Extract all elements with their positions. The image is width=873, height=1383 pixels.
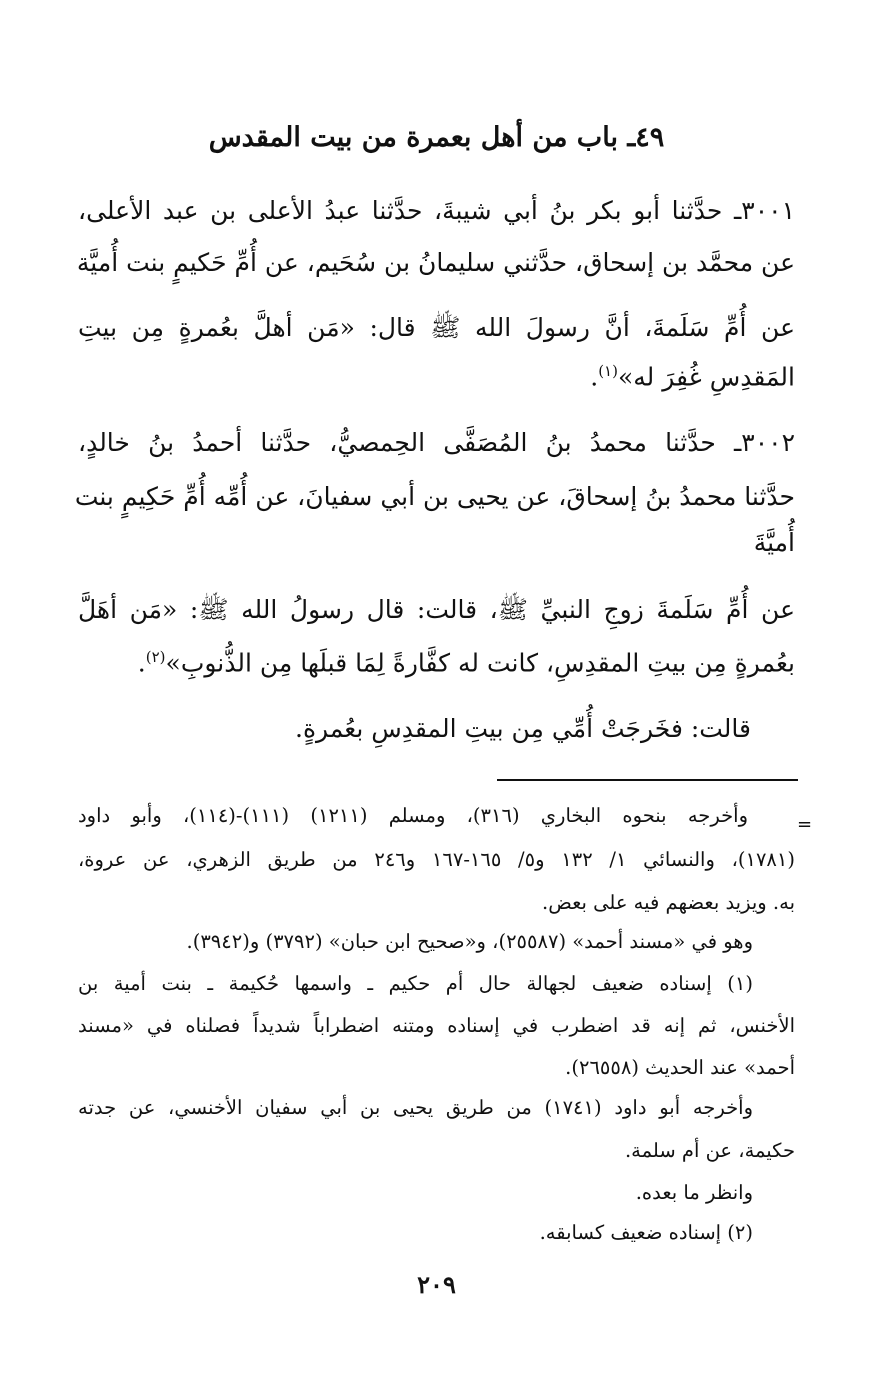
footnote-2-line-1: (٢) إسناده ضعيف كسابقه.: [539, 1221, 753, 1244]
footnote-1-line-3: أحمد» عند الحديث (٢٦٥٥٨).: [565, 1056, 795, 1079]
footnote-cont-line-1: وأخرجه بنحوه البخاري (٣١٦)، ومسلم (١٢١١) (١١١)-(١١٤)، وأبو داود: [78, 804, 748, 827]
matn-text: بعُمرةٍ مِن بيتِ المقدِسِ، كانت له كفَّارةً لِمَا قبلَها مِن الذُّنوبِ»: [165, 648, 795, 678]
hadith-3002-isnad-line-1: ٣٠٠٢ـ حدَّثنا محمدُ بنُ المُصَفَّى الحِمصيُّ، حدَّثنا أحمدُ بنُ خالدٍ،: [78, 428, 795, 457]
footnote-ref-1: (١): [598, 362, 618, 380]
footnote-cont-line-3: به. ويزيد بعضهم فيه على بعض.: [542, 891, 795, 914]
footnote-1-line-5: حكيمة، عن أم سلمة.: [624, 1139, 795, 1162]
hadith-3002-matn-line-2: [138, 648, 795, 677]
hadith-3001-isnad-line-2: عن محمَّد بن إسحاق، حدَّثني سليمانُ بن سُحَيم، عن أُمِّ حَكيمٍ بنت أُميَّة: [76, 248, 795, 277]
hadith-3001-matn-line-2: [590, 362, 795, 391]
continuation-mark: =: [797, 814, 813, 835]
footnote-cont-line-2: (١٧٨١)، والنسائي ١/ ١٣٢ و٥/ ١٦٥-١٦٧ و٢٤٦ من طريق الزهري، عن عروة،: [78, 848, 795, 871]
hadith-3001-isnad-line-1: ٣٠٠١ـ حدَّثنا أبو بكر بنُ أبي شيبةَ، حدَّثنا عبدُ الأعلى بن عبد الأعلى،: [78, 196, 795, 225]
hadith-3002-isnad-line-3: أُميَّةَ: [753, 528, 795, 557]
hadith-3001-matn-line-1: عن أُمِّ سَلَمةَ، أنَّ رسولَ الله ﷺ قال: «مَن أهلَّ بعُمرةٍ مِن بيتِ: [78, 313, 795, 342]
matn-text: المَقدِسِ غُفِرَ له»: [617, 362, 795, 392]
chapter-title: ٤٩ـ باب من أهل بعمرة من بيت المقدس: [208, 122, 665, 153]
matn-end: .: [590, 362, 599, 392]
footnote-1-line-1: (١) إسناده ضعيف لجهالة حال أم حكيم ـ واسمها حُكيمة ـ بنت أمية بن: [78, 972, 753, 995]
footnote-1-line-6: وانظر ما بعده.: [635, 1181, 753, 1204]
hadith-3002-matn-line-1: عن أُمِّ سَلَمةَ زوجِ النبيِّ ﷺ، قالت: قال رسولُ الله ﷺ: «مَن أهَلَّ: [78, 595, 795, 624]
matn-end: .: [137, 648, 146, 678]
footnote-1-line-2: الأخنس، ثم إنه قد اضطرب في إسناده ومتنه اضطراباً شديداً فصلناه في «مسند: [78, 1014, 795, 1037]
hadith-3002-matn-line-3: قالت: فخَرجَتْ أُمِّي مِن بيتِ المقدِسِ بعُمرةٍ.: [295, 714, 751, 743]
footnote-separator: [497, 779, 798, 781]
page-number: ٢٠٩: [417, 1270, 456, 1299]
hadith-3002-isnad-line-2: حدَّثنا محمدُ بنُ إسحاقَ، عن يحيى بن أبي سفيانَ، عن أُمِّه أُمِّ حَكِيمٍ بنت: [74, 482, 795, 511]
footnote-cont-line-4: وهو في «مسند أحمد» (٢٥٥٨٧)، و«صحيح ابن حبان» (٣٧٩٢) و(٣٩٤٢).: [186, 930, 753, 953]
footnote-ref-2: (٢): [145, 648, 166, 666]
footnote-1-line-4: وأخرجه أبو داود (١٧٤١) من طريق يحيى بن أبي سفيان الأخنسي، عن جدته: [78, 1096, 753, 1119]
